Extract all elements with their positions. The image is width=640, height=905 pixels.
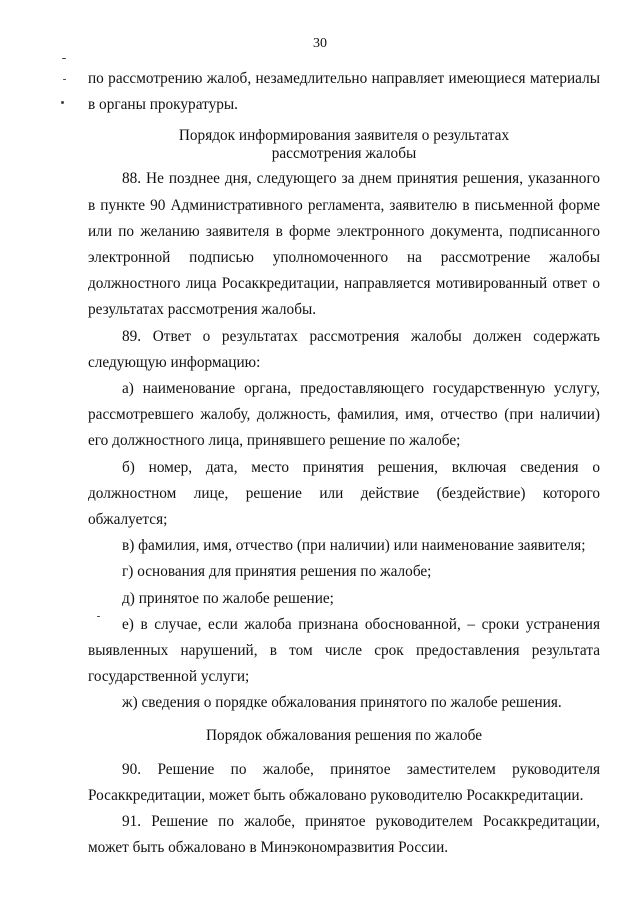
document-body (88, 66, 600, 861)
scan-speck (63, 79, 66, 80)
section-heading-line: Порядок информирования заявителя о результатах (178, 127, 510, 145)
page-number: 30 (313, 36, 327, 51)
paragraph: ж) сведения о порядке обжалования принятого по жалобе решения. (122, 694, 562, 712)
scan-speck (61, 101, 64, 104)
paragraph: по рассмотрению жалоб, незамедлительно направляет имеющиеся материалы в органы прокуратуры. (88, 70, 600, 114)
paragraph: г) основания для принятия решения по жалобе; (122, 563, 432, 581)
paragraph: а) наименование органа, предоставляющего государственную услугу, рассмотревшего жалобу, должность, фамилия, имя, отчество (при наличии) его должностного лица, принявшего решение по жалобе; (88, 380, 600, 450)
paragraph: 88. Не позднее дня, следующего за днем принятия решения, указанного в пункте 90 Административного регламента, заявителю в письменной форме или по желанию заявителя в форме электронного документа, подписанного электронной подписью уполномоченного на рассмотрение жалобы должностного лица Росаккредитации, направляется мотивированный ответ о результатах рассмотрения жалобы. (88, 170, 600, 319)
paragraph: д) принятое по жалобе решение; (122, 589, 334, 607)
section-heading (88, 727, 600, 745)
paragraph: в) фамилия, имя, отчество (при наличии) или наименование заявителя; (122, 537, 586, 555)
paragraph: 90. Решение по жалобе, принятое заместителем руководителя Росаккредитации, может быть обжаловано руководителю Росаккредитации. (88, 760, 600, 804)
paragraph: е) в случае, если жалоба признана обоснованной, – сроки устранения выявленных нарушений, в том числе срок предоставления результата государственной услуги; (88, 615, 600, 686)
section-heading-line: Порядок обжалования решения по жалобе (206, 726, 482, 744)
scan-speck (62, 58, 66, 59)
section-heading-line: рассмотрения жалобы (271, 145, 417, 163)
paragraph: 89. Ответ о результатах рассмотрения жалобы должен содержать следующую информацию: (88, 327, 600, 371)
paragraph: 91. Решение по жалобе, принятое руководителем Росаккредитации, может быть обжаловано в Минэкономразвития России. (88, 813, 600, 857)
paragraph: б) номер, дата, место принятия решения, включая сведения о должностном лице, решение или действие (бездействие) которого обжалуется; (88, 458, 600, 529)
section-heading (88, 127, 600, 163)
